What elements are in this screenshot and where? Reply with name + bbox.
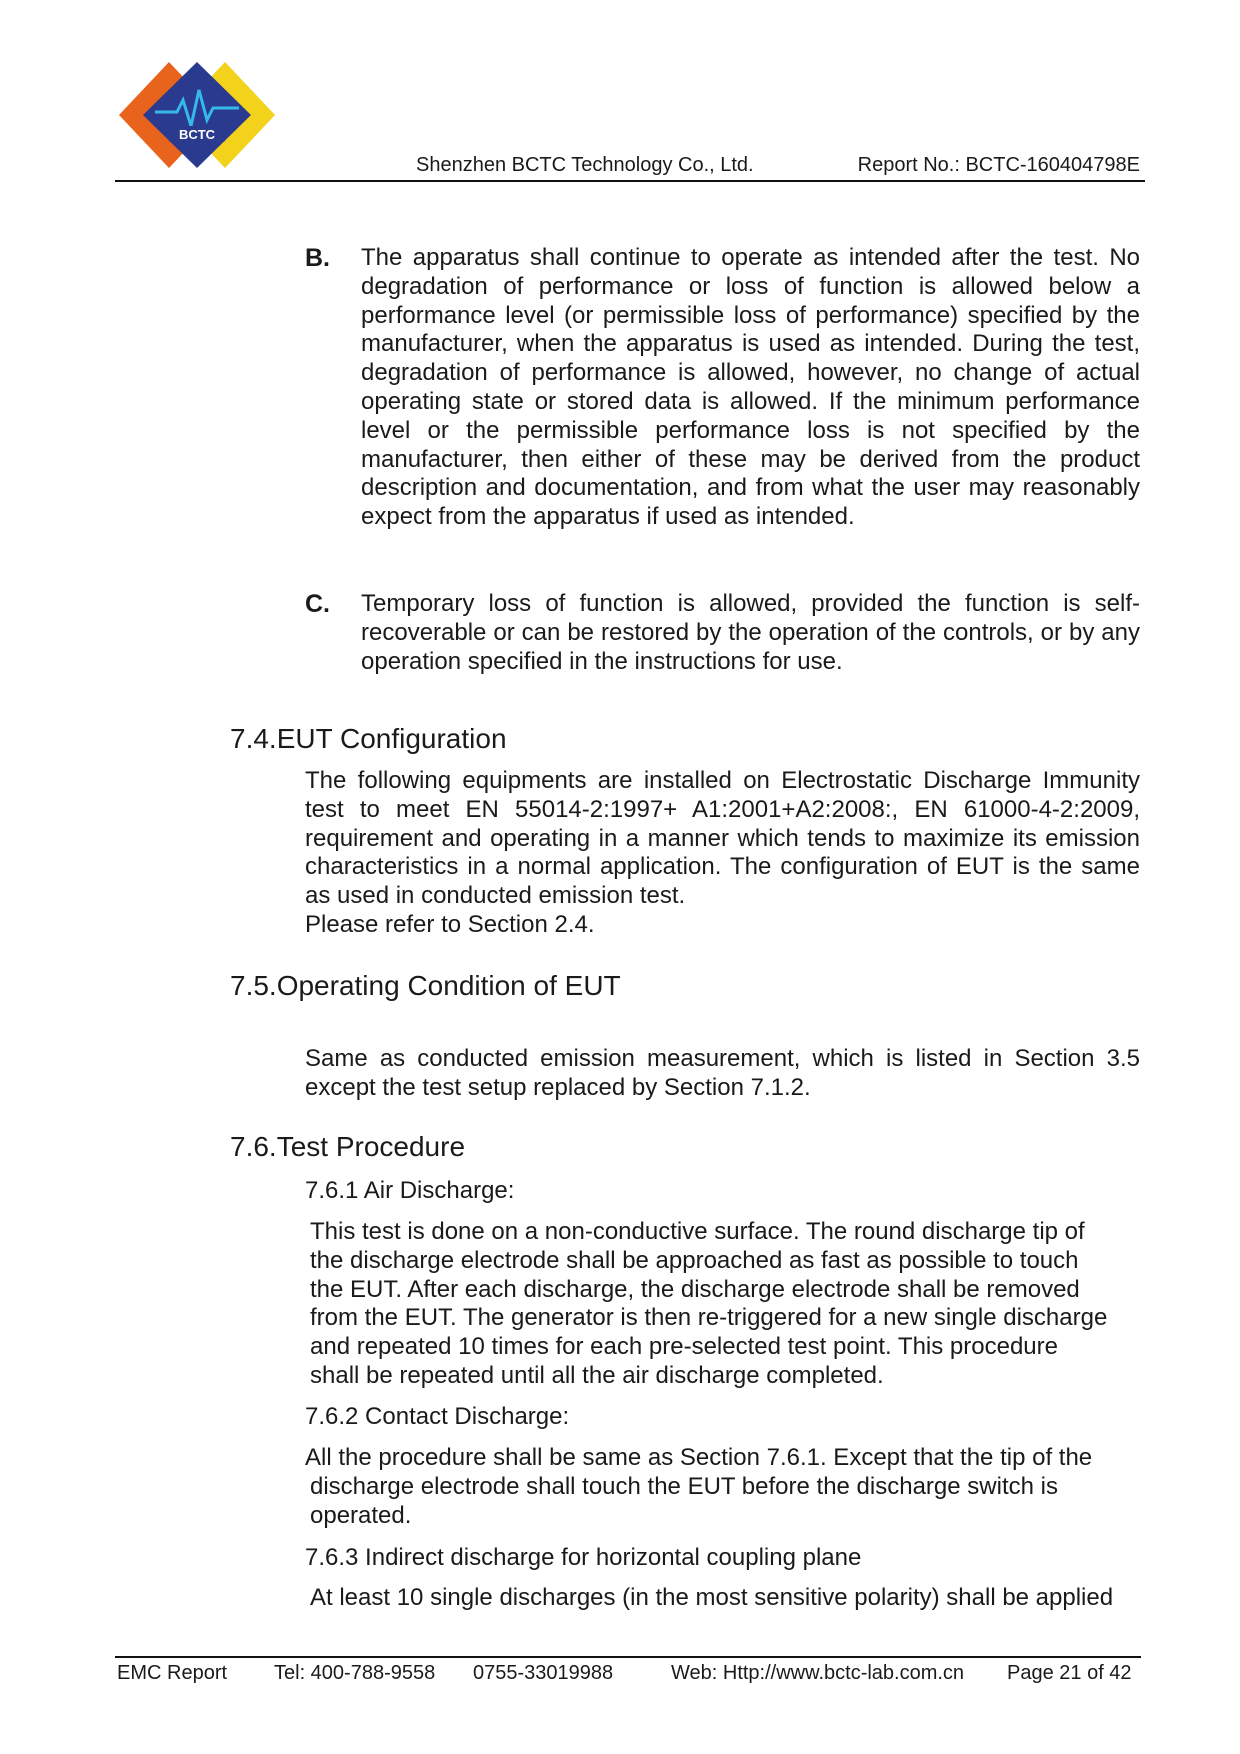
section-heading-7-6: 7.6.Test Procedure xyxy=(230,1131,466,1162)
text-line: At least 10 single discharges (in the most sensitive polarity) shall be applied xyxy=(310,1584,1114,1611)
bctc-logo xyxy=(117,60,277,170)
subheading-air-discharge: 7.6.1 Air Discharge: xyxy=(305,1177,515,1204)
criterion-text: The apparatus shall continue to operate as intended after the test. No degradation of performance or loss of function is allowed below a performance level (or permissible loss of performance) specified by the manufacturer, when the apparatus is used as intended. During the test, degradation of performance is allowed, however, no change of actual operating state or stored data is allowed. If the minimum performance level or the permissible performance loss is not specified by the manufacturer, then either of these may be derived from the product description and documentation, and from what the user may reasonably expect from the apparatus if used as intended. xyxy=(361,244,1140,531)
logo-text: BCTC xyxy=(178,127,216,142)
footer-label: EMC Report xyxy=(117,1662,228,1684)
criterion-mark: B. xyxy=(305,244,330,272)
text-line: This test is done on a non-conductive surface. The round discharge tip of xyxy=(310,1218,1085,1245)
subheading-indirect-discharge: 7.6.3 Indirect discharge for horizontal coupling plane xyxy=(305,1544,862,1571)
indirect-discharge-text xyxy=(310,1584,1140,1613)
config-paragraph: The following equipments are installed on Electrostatic Discharge Immunity test to meet EN 55014-2:1997+ A1:2001+A2:2008:, EN 61000-4-2:2009, requirement and operating in a manner which tends to maximize its emission characteristics in a normal application. The configuration of EUT is the same as used in conducted emission test. xyxy=(305,767,1140,910)
company-name: Shenzhen BCTC Technology Co., Ltd. xyxy=(416,154,754,176)
text-line: discharge electrode shall touch the EUT before the discharge switch is xyxy=(310,1472,1058,1500)
text-line: operated. xyxy=(310,1501,412,1529)
criterion-c xyxy=(305,590,1140,676)
section-7-5-body: Same as conducted emission measurement, which is listed in Section 3.5 except the test setup replaced by Section 7.1.2. xyxy=(305,1045,1140,1101)
subheading-contact-discharge: 7.6.2 Contact Discharge: xyxy=(305,1403,570,1430)
criterion-b xyxy=(305,244,1140,532)
report-number: Report No.: BCTC-160404798E xyxy=(857,154,1140,176)
text-line: All the procedure shall be same as Section 7.6.1. Except that the tip of the xyxy=(305,1444,1093,1471)
section-heading-7-4: 7.4.EUT Configuration xyxy=(230,723,507,754)
footer-web: Web: Http://www.bctc-lab.com.cn xyxy=(671,1662,965,1684)
contact-discharge-text xyxy=(305,1444,1135,1530)
section-heading-7-5: 7.5.Operating Condition of EUT xyxy=(230,970,621,1001)
criterion-text: Temporary loss of function is allowed, provided the function is self-recoverable or can be restored by the operation of the controls, or by any operation specified in the instructions for use. xyxy=(361,590,1140,675)
text-line: the discharge electrode shall be approached as fast as possible to touch xyxy=(310,1246,1079,1274)
config-reference: Please refer to Section 2.4. xyxy=(305,910,595,938)
footer-tel: Tel: 400-788-9558 xyxy=(274,1662,436,1684)
text-line: shall be repeated until all the air discharge completed. xyxy=(310,1361,884,1389)
section-7-4-body xyxy=(305,767,1140,940)
footer-rule xyxy=(115,1656,1141,1658)
air-discharge-text xyxy=(310,1218,1140,1391)
footer-tel2: 0755-33019988 xyxy=(473,1662,614,1684)
header-rule xyxy=(115,180,1145,182)
text-line: and repeated 10 times for each pre-selected test point. This procedure xyxy=(310,1333,1058,1361)
footer-page-number: Page 21 of 42 xyxy=(1007,1662,1132,1684)
text-line: from the EUT. The generator is then re-triggered for a new single discharge xyxy=(310,1304,1108,1332)
criterion-mark: C. xyxy=(305,590,330,618)
text-line: the EUT. After each discharge, the discharge electrode shall be removed xyxy=(310,1275,1080,1303)
